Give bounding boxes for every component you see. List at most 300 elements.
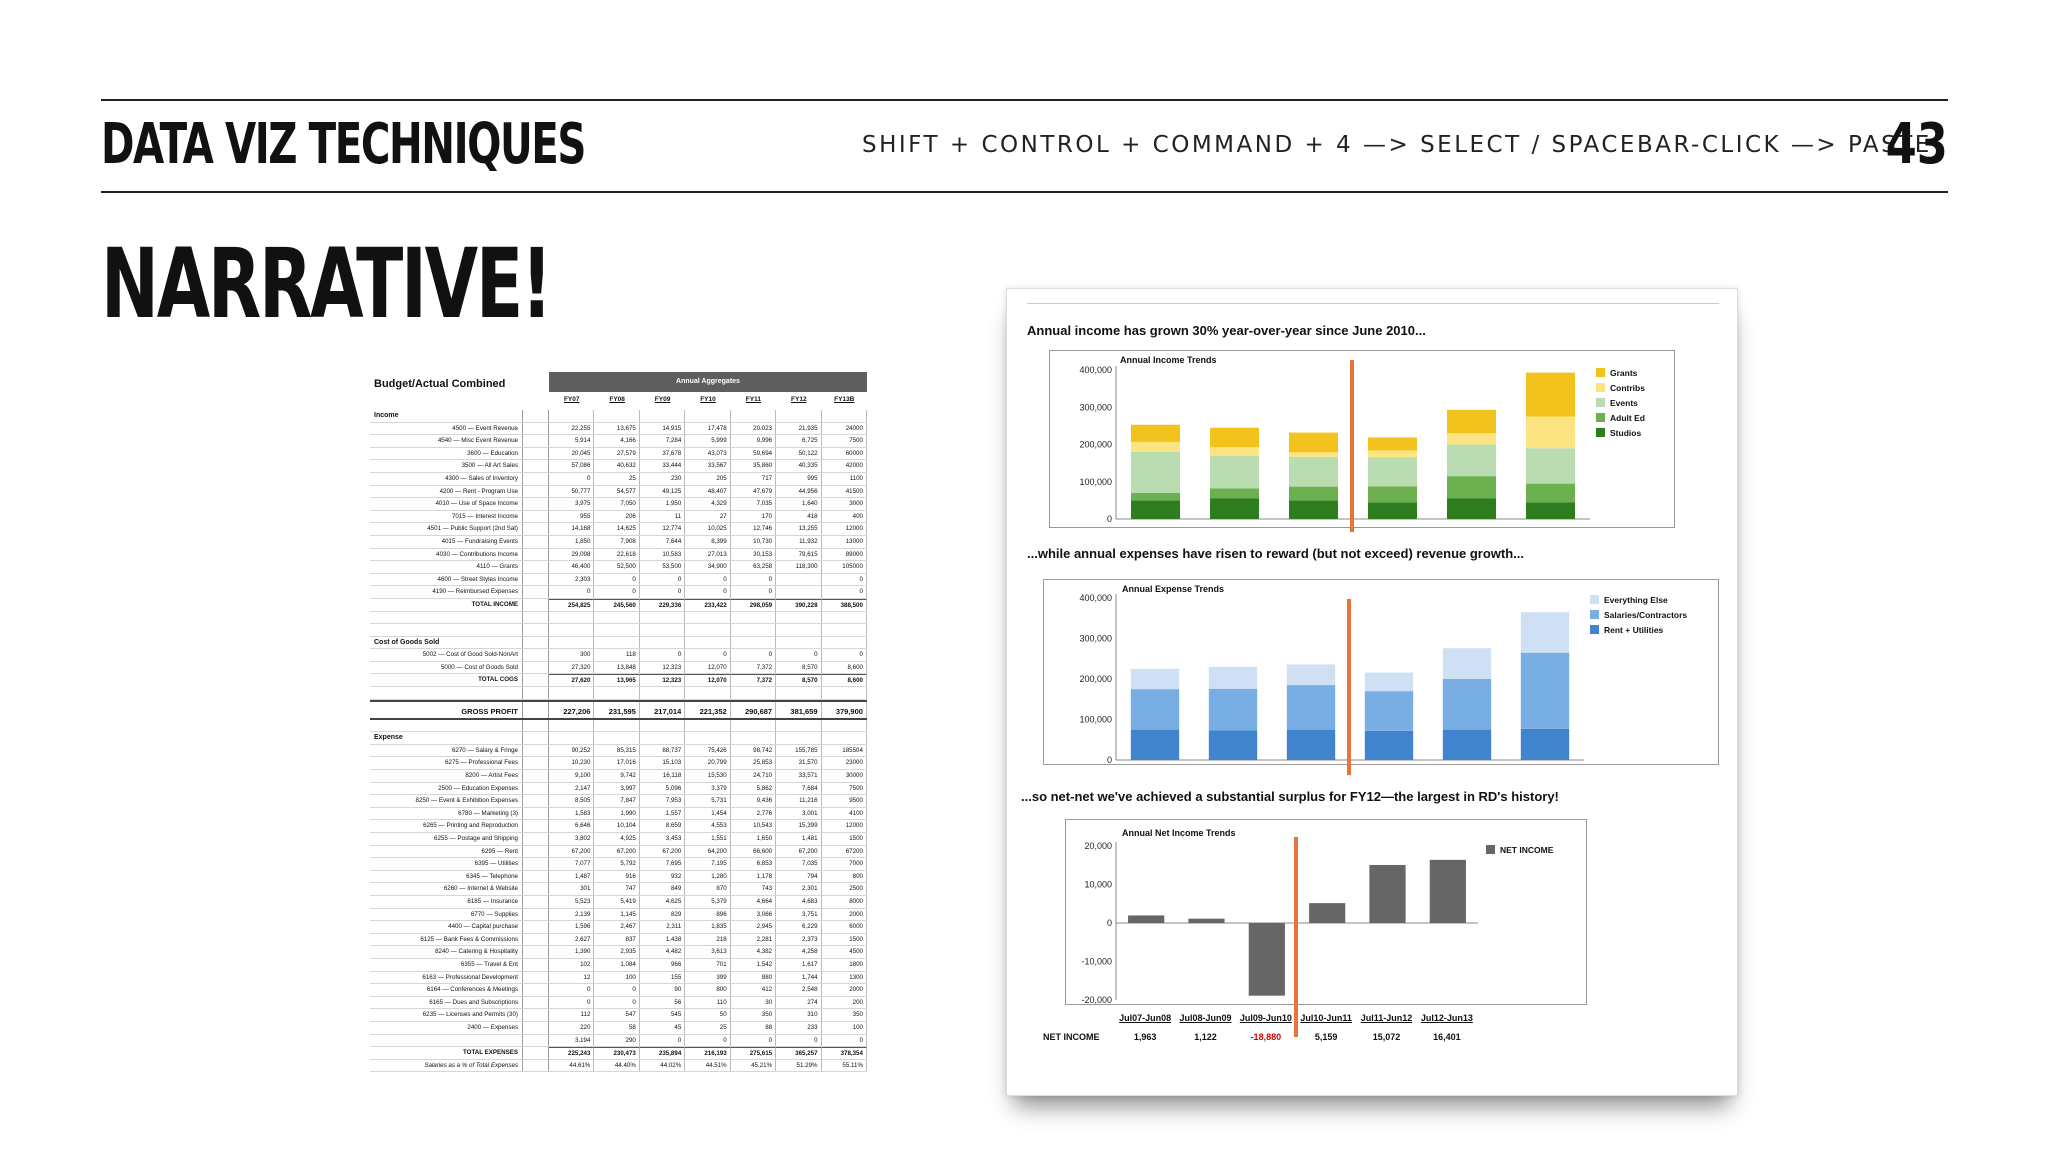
row-label: 8200 — Artist Fees bbox=[370, 770, 523, 782]
bar-segment bbox=[1131, 425, 1180, 442]
bar-segment bbox=[1447, 499, 1496, 519]
table-cell: 79,615 bbox=[776, 549, 821, 561]
row-label: Salaries as a % of Total Expenses bbox=[370, 1060, 523, 1072]
table-cell: 3,066 bbox=[731, 909, 776, 921]
legend-swatch bbox=[1596, 398, 1605, 407]
table-cell: 230,473 bbox=[594, 1047, 639, 1059]
table-cell: 105000 bbox=[822, 561, 867, 573]
table-cell: 37,678 bbox=[640, 448, 685, 460]
blank-row bbox=[370, 720, 867, 733]
table-cell: 717 bbox=[731, 473, 776, 485]
row-label: 6163 — Professional Development bbox=[370, 972, 523, 984]
table-cell bbox=[594, 410, 639, 422]
table-cell: 12,323 bbox=[640, 662, 685, 674]
row-label: 4030 — Contributions Income bbox=[370, 549, 523, 561]
table-cell: 29,098 bbox=[549, 549, 594, 561]
bar-segment bbox=[1131, 500, 1180, 519]
table-cell: 0 bbox=[549, 984, 594, 996]
table-cell: 17,016 bbox=[594, 757, 639, 769]
spreadsheet-title: Budget/Actual Combined bbox=[374, 378, 506, 390]
table-cell: 0 bbox=[731, 586, 776, 598]
table-cell: 98,742 bbox=[731, 745, 776, 757]
table-cell: 800 bbox=[822, 871, 867, 883]
table-cell: 57,086 bbox=[549, 460, 594, 472]
table-cell: 10,730 bbox=[731, 536, 776, 548]
spacer-column bbox=[523, 921, 549, 933]
table-cell bbox=[731, 410, 776, 422]
narrative-income: Annual income has grown 30% year-over-year since June 2010... bbox=[1027, 323, 1426, 338]
y-tick-label: 0 bbox=[1106, 514, 1112, 524]
legend-label: Events bbox=[1610, 397, 1638, 408]
table-cell: 13,675 bbox=[594, 423, 639, 435]
table-cell: 205 bbox=[685, 473, 730, 485]
table-cell: 1100 bbox=[822, 473, 867, 485]
table-cell: 1800 bbox=[822, 959, 867, 971]
legend-item bbox=[1590, 592, 1687, 607]
row-label: 4500 — Event Revenue bbox=[370, 423, 523, 435]
legend-item bbox=[1596, 380, 1645, 395]
legend-label: Contribs bbox=[1610, 382, 1645, 393]
table-cell: 64,200 bbox=[685, 846, 730, 858]
section-title: DATA VIZ TECHNIQUES bbox=[101, 112, 586, 177]
table-cell: 170 bbox=[731, 511, 776, 523]
table-cell: 4500 bbox=[822, 946, 867, 958]
table-row bbox=[370, 561, 867, 574]
bar-segment bbox=[1368, 450, 1417, 457]
bar-segment bbox=[1209, 667, 1257, 689]
row-label: 4010 — Use of Space Income bbox=[370, 498, 523, 510]
bar-segment bbox=[1447, 410, 1496, 433]
table-row bbox=[370, 757, 867, 770]
table-cell: 45 bbox=[640, 1022, 685, 1034]
net-income-table bbox=[1043, 1013, 1523, 1053]
slide-title: NARRATIVE! bbox=[101, 228, 551, 340]
legend-swatch bbox=[1596, 368, 1605, 377]
bar bbox=[1430, 860, 1466, 923]
bar-segment bbox=[1131, 442, 1180, 452]
table-cell bbox=[731, 624, 776, 636]
table-cell: 2,373 bbox=[776, 934, 821, 946]
spacer-column bbox=[523, 946, 549, 958]
spacer-column bbox=[523, 448, 549, 460]
spacer-column bbox=[523, 460, 549, 472]
bar-segment bbox=[1365, 731, 1413, 760]
table-cell: 4,683 bbox=[776, 896, 821, 908]
spacer-column bbox=[523, 896, 549, 908]
table-cell bbox=[822, 624, 867, 636]
table-cell: 4100 bbox=[822, 808, 867, 820]
table-cell bbox=[822, 637, 867, 649]
legend-swatch bbox=[1596, 428, 1605, 437]
row-label: 6255 — Postage and Shipping bbox=[370, 833, 523, 845]
row-label: TOTAL COGS bbox=[370, 674, 523, 686]
table-cell bbox=[549, 720, 594, 732]
spreadsheet-body bbox=[370, 410, 867, 1072]
row-label: Income bbox=[370, 410, 523, 422]
table-cell: 1,542 bbox=[731, 959, 776, 971]
table-cell: 218 bbox=[685, 934, 730, 946]
table-cell: 66,600 bbox=[731, 846, 776, 858]
bar-segment bbox=[1209, 689, 1257, 731]
net-income-value: 1,122 bbox=[1194, 1032, 1217, 1042]
bar-segment bbox=[1210, 428, 1259, 447]
y-tick-label: 200,000 bbox=[1079, 439, 1112, 450]
spacer-column bbox=[523, 1035, 549, 1047]
table-row bbox=[370, 586, 867, 599]
row-label: 6165 — Dues and Subscriptions bbox=[370, 997, 523, 1009]
table-row bbox=[370, 1060, 867, 1073]
shortcut-hint: SHIFT + CONTROL + COMMAND + 4 —> SELECT / SPACEBAR-CLICK —> PASTE bbox=[862, 132, 1932, 158]
table-cell: 235,894 bbox=[640, 1047, 685, 1059]
table-cell: 12,070 bbox=[685, 662, 730, 674]
row-cells bbox=[549, 561, 867, 573]
spacer-column bbox=[523, 687, 549, 699]
row-cells bbox=[549, 687, 867, 699]
table-cell: 1,178 bbox=[731, 871, 776, 883]
bar-segment bbox=[1521, 729, 1569, 760]
spacer-column bbox=[523, 561, 549, 573]
row-label: 4200 — Rent - Program Use bbox=[370, 486, 523, 498]
table-cell: 8,600 bbox=[822, 662, 867, 674]
bar-segment bbox=[1447, 433, 1496, 444]
table-cell: 44,956 bbox=[776, 486, 821, 498]
table-cell: 0 bbox=[640, 574, 685, 586]
table-row bbox=[370, 946, 867, 959]
table-cell: 15,530 bbox=[685, 770, 730, 782]
table-cell: 5,731 bbox=[685, 795, 730, 807]
row-cells bbox=[549, 637, 867, 649]
net-income-value: 16,401 bbox=[1433, 1032, 1461, 1042]
table-row bbox=[370, 511, 867, 524]
table-cell: 11,932 bbox=[776, 536, 821, 548]
spacer-column bbox=[523, 909, 549, 921]
table-cell: 3,379 bbox=[685, 783, 730, 795]
bar-segment bbox=[1131, 493, 1180, 500]
table-cell: 837 bbox=[594, 934, 639, 946]
bar-segment bbox=[1210, 456, 1259, 489]
table-cell: 1,583 bbox=[549, 808, 594, 820]
table-cell: 12,774 bbox=[640, 523, 685, 535]
table-cell: 10,583 bbox=[640, 549, 685, 561]
table-cell: 4,382 bbox=[731, 946, 776, 958]
table-cell: 245,560 bbox=[594, 599, 639, 611]
table-cell: 50,122 bbox=[776, 448, 821, 460]
table-cell: 1,617 bbox=[776, 959, 821, 971]
table-cell: 15,399 bbox=[776, 820, 821, 832]
table-cell bbox=[776, 410, 821, 422]
table-cell bbox=[731, 637, 776, 649]
row-cells bbox=[549, 972, 867, 984]
row-cells bbox=[549, 702, 867, 718]
table-cell: 45.21% bbox=[731, 1060, 776, 1072]
chart-legend bbox=[1590, 592, 1687, 637]
row-cells bbox=[549, 745, 867, 757]
table-cell: 44.61% bbox=[549, 1060, 594, 1072]
table-cell: 7500 bbox=[822, 783, 867, 795]
table-cell: 11,216 bbox=[776, 795, 821, 807]
page-number: 43 bbox=[1885, 112, 1948, 177]
row-label bbox=[370, 720, 523, 732]
table-cell: 1,835 bbox=[685, 921, 730, 933]
row-label: 4600 — Street Styles Income bbox=[370, 574, 523, 586]
legend-item bbox=[1596, 425, 1645, 440]
table-cell: 13,848 bbox=[594, 662, 639, 674]
row-cells bbox=[549, 586, 867, 598]
row-cells bbox=[549, 448, 867, 460]
row-label: 2400 — Expenses bbox=[370, 1022, 523, 1034]
table-cell bbox=[549, 612, 594, 624]
table-row bbox=[370, 997, 867, 1010]
row-label: Cost of Goods Sold bbox=[370, 637, 523, 649]
spacer-column bbox=[523, 536, 549, 548]
spacer-column bbox=[523, 808, 549, 820]
y-tick-label: 10,000 bbox=[1084, 879, 1112, 890]
spacer-column bbox=[523, 871, 549, 883]
table-cell: 220 bbox=[549, 1022, 594, 1034]
row-label: 4015 — Fundraising Events bbox=[370, 536, 523, 548]
net-period-header: Jul07-Jun08 bbox=[1119, 1013, 1172, 1023]
bar bbox=[1369, 865, 1405, 923]
table-cell: 3,613 bbox=[685, 946, 730, 958]
table-cell: 5,096 bbox=[640, 783, 685, 795]
bar-segment bbox=[1287, 685, 1335, 730]
table-cell: 59,694 bbox=[731, 448, 776, 460]
table-cell: 5,914 bbox=[549, 435, 594, 447]
row-cells bbox=[549, 410, 867, 422]
legend-swatch bbox=[1486, 845, 1495, 854]
bar-segment bbox=[1131, 452, 1180, 493]
table-cell: 5,999 bbox=[685, 435, 730, 447]
table-row bbox=[370, 921, 867, 934]
table-cell: 13,255 bbox=[776, 523, 821, 535]
table-cell: 44.51% bbox=[685, 1060, 730, 1072]
bar bbox=[1309, 903, 1345, 923]
spacer-column bbox=[523, 498, 549, 510]
table-row bbox=[370, 934, 867, 947]
row-cells bbox=[549, 612, 867, 624]
bar-segment bbox=[1289, 452, 1338, 456]
row-label: 4400 — Capital purchase bbox=[370, 921, 523, 933]
table-cell: 33,571 bbox=[776, 770, 821, 782]
table-cell: 27,013 bbox=[685, 549, 730, 561]
table-cell: 301 bbox=[549, 883, 594, 895]
table-cell bbox=[822, 732, 867, 744]
table-cell: 8,505 bbox=[549, 795, 594, 807]
table-row bbox=[370, 486, 867, 499]
spacer-column bbox=[523, 1060, 549, 1072]
table-row bbox=[370, 846, 867, 859]
table-row bbox=[370, 460, 867, 473]
row-label: 6260 — Internet & Website bbox=[370, 883, 523, 895]
table-cell: 10,025 bbox=[685, 523, 730, 535]
table-cell: 90,252 bbox=[549, 745, 594, 757]
table-cell: 110 bbox=[685, 997, 730, 1009]
table-cell: 100 bbox=[594, 972, 639, 984]
table-cell: 5,379 bbox=[685, 896, 730, 908]
table-cell: 0 bbox=[822, 649, 867, 661]
table-row bbox=[370, 435, 867, 448]
row-label: 3600 — Education bbox=[370, 448, 523, 460]
bar-segment bbox=[1287, 664, 1335, 685]
spacer-column bbox=[523, 511, 549, 523]
table-row bbox=[370, 536, 867, 549]
table-cell: 290 bbox=[594, 1035, 639, 1047]
bar bbox=[1249, 923, 1285, 996]
table-cell: 880 bbox=[731, 972, 776, 984]
table-cell: 545 bbox=[640, 1009, 685, 1021]
chart-legend bbox=[1596, 365, 1645, 440]
table-cell: 67,200 bbox=[640, 846, 685, 858]
table-cell bbox=[594, 624, 639, 636]
table-cell: 4,664 bbox=[731, 896, 776, 908]
net-period-header: Jul08-Jun09 bbox=[1179, 1013, 1232, 1023]
row-cells bbox=[549, 662, 867, 674]
row-label: 4540 — Misc Event Revenue bbox=[370, 435, 523, 447]
table-cell: 849 bbox=[640, 883, 685, 895]
net-period-header: Jul11-Jun12 bbox=[1360, 1013, 1413, 1023]
spacer-column bbox=[523, 662, 549, 674]
row-label: 6125 — Bank Fees & Commissions bbox=[370, 934, 523, 946]
year-header: FY13B bbox=[834, 396, 855, 403]
table-cell bbox=[640, 720, 685, 732]
table-row bbox=[370, 1022, 867, 1035]
table-row bbox=[370, 909, 867, 922]
table-cell: 56 bbox=[640, 997, 685, 1009]
blank-row bbox=[370, 612, 867, 625]
table-row bbox=[370, 984, 867, 997]
table-cell: 378,354 bbox=[822, 1047, 867, 1059]
table-row bbox=[370, 770, 867, 783]
net-income-value: 15,072 bbox=[1372, 1032, 1401, 1042]
row-label: 6185 — Insurance bbox=[370, 896, 523, 908]
table-cell: 49,125 bbox=[640, 486, 685, 498]
row-cells bbox=[549, 1022, 867, 1034]
table-cell: 155,785 bbox=[776, 745, 821, 757]
table-row bbox=[370, 1035, 867, 1048]
table-cell: 55.11% bbox=[822, 1060, 867, 1072]
table-cell: 200 bbox=[822, 997, 867, 1009]
table-cell: 12000 bbox=[822, 523, 867, 535]
table-cell: 225,243 bbox=[549, 1047, 594, 1059]
table-cell: 2,147 bbox=[549, 783, 594, 795]
table-cell: 1,454 bbox=[685, 808, 730, 820]
table-cell: 7,953 bbox=[640, 795, 685, 807]
table-cell: 3000 bbox=[822, 498, 867, 510]
table-cell: 7,050 bbox=[594, 498, 639, 510]
table-cell: 254,825 bbox=[549, 599, 594, 611]
table-cell: 8000 bbox=[822, 896, 867, 908]
table-row bbox=[370, 871, 867, 884]
table-cell bbox=[822, 410, 867, 422]
spacer-column bbox=[523, 674, 549, 686]
bar-segment bbox=[1526, 417, 1575, 449]
y-tick-label: 20,000 bbox=[1084, 841, 1112, 851]
table-cell: 7,695 bbox=[640, 858, 685, 870]
table-cell: 216,193 bbox=[685, 1047, 730, 1059]
spacer-column bbox=[523, 624, 549, 636]
table-cell: 9,742 bbox=[594, 770, 639, 782]
table-cell bbox=[776, 637, 821, 649]
bar-segment bbox=[1443, 679, 1491, 730]
table-cell: 1,650 bbox=[731, 833, 776, 845]
table-cell: 229,336 bbox=[640, 599, 685, 611]
y-tick-label: -20,000 bbox=[1081, 995, 1112, 1004]
table-cell: 60000 bbox=[822, 448, 867, 460]
table-cell: 4,329 bbox=[685, 498, 730, 510]
spacer-column bbox=[523, 757, 549, 769]
table-row bbox=[370, 820, 867, 833]
table-cell: 3,194 bbox=[549, 1035, 594, 1047]
table-cell: 2,281 bbox=[731, 934, 776, 946]
table-cell: 14,625 bbox=[594, 523, 639, 535]
table-cell: 350 bbox=[822, 1009, 867, 1021]
net-income-chart bbox=[1065, 819, 1587, 1005]
table-cell: 1,145 bbox=[594, 909, 639, 921]
table-cell: 1,084 bbox=[594, 959, 639, 971]
header-bottom-rule bbox=[101, 191, 1948, 193]
row-cells bbox=[549, 833, 867, 845]
legend-swatch bbox=[1590, 610, 1599, 619]
spacer-column bbox=[523, 972, 549, 984]
table-row bbox=[370, 972, 867, 985]
table-cell: 4,166 bbox=[594, 435, 639, 447]
table-cell: 13000 bbox=[822, 536, 867, 548]
row-cells bbox=[549, 720, 867, 732]
row-label: 6235 — Licenses and Permits (30) bbox=[370, 1009, 523, 1021]
table-cell: 12,323 bbox=[640, 674, 685, 686]
table-cell: 4,258 bbox=[776, 946, 821, 958]
spacer-column bbox=[523, 486, 549, 498]
table-cell: 1500 bbox=[822, 833, 867, 845]
table-cell: 233 bbox=[776, 1022, 821, 1034]
row-cells bbox=[549, 883, 867, 895]
table-cell: 4,625 bbox=[640, 896, 685, 908]
spreadsheet-band-label: Annual Aggregates bbox=[549, 372, 867, 392]
table-cell: 794 bbox=[776, 871, 821, 883]
spacer-column bbox=[523, 720, 549, 732]
table-cell: 67,200 bbox=[594, 846, 639, 858]
bar-segment bbox=[1526, 502, 1575, 519]
table-cell: 5,419 bbox=[594, 896, 639, 908]
table-cell bbox=[776, 732, 821, 744]
legend-label: Grants bbox=[1610, 367, 1638, 378]
net-income-value: 1,963 bbox=[1133, 1032, 1157, 1042]
row-cells bbox=[549, 498, 867, 510]
net-period-header: Jul09-Jun10 bbox=[1239, 1013, 1292, 1023]
table-cell: 155 bbox=[640, 972, 685, 984]
period-divider-line bbox=[1294, 837, 1298, 1037]
row-cells bbox=[549, 984, 867, 996]
table-cell: 0 bbox=[776, 1035, 821, 1047]
table-cell: 30,153 bbox=[731, 549, 776, 561]
table-cell: 25,853 bbox=[731, 757, 776, 769]
row-cells bbox=[549, 1060, 867, 1072]
table-row bbox=[370, 473, 867, 486]
report-panel bbox=[1006, 288, 1738, 1096]
table-cell: 350 bbox=[731, 1009, 776, 1021]
row-label: 4300 — Sales of Inventory bbox=[370, 473, 523, 485]
row-label bbox=[370, 612, 523, 624]
row-cells bbox=[549, 921, 867, 933]
net-income-value: -18,880 bbox=[1250, 1032, 1282, 1042]
table-cell: 227,206 bbox=[549, 702, 594, 718]
table-cell: 221,352 bbox=[685, 702, 730, 718]
table-cell: 90 bbox=[640, 984, 685, 996]
bar-segment bbox=[1289, 433, 1338, 453]
table-cell: 3,751 bbox=[776, 909, 821, 921]
y-tick-label: 0 bbox=[1106, 918, 1112, 928]
table-cell: 966 bbox=[640, 959, 685, 971]
